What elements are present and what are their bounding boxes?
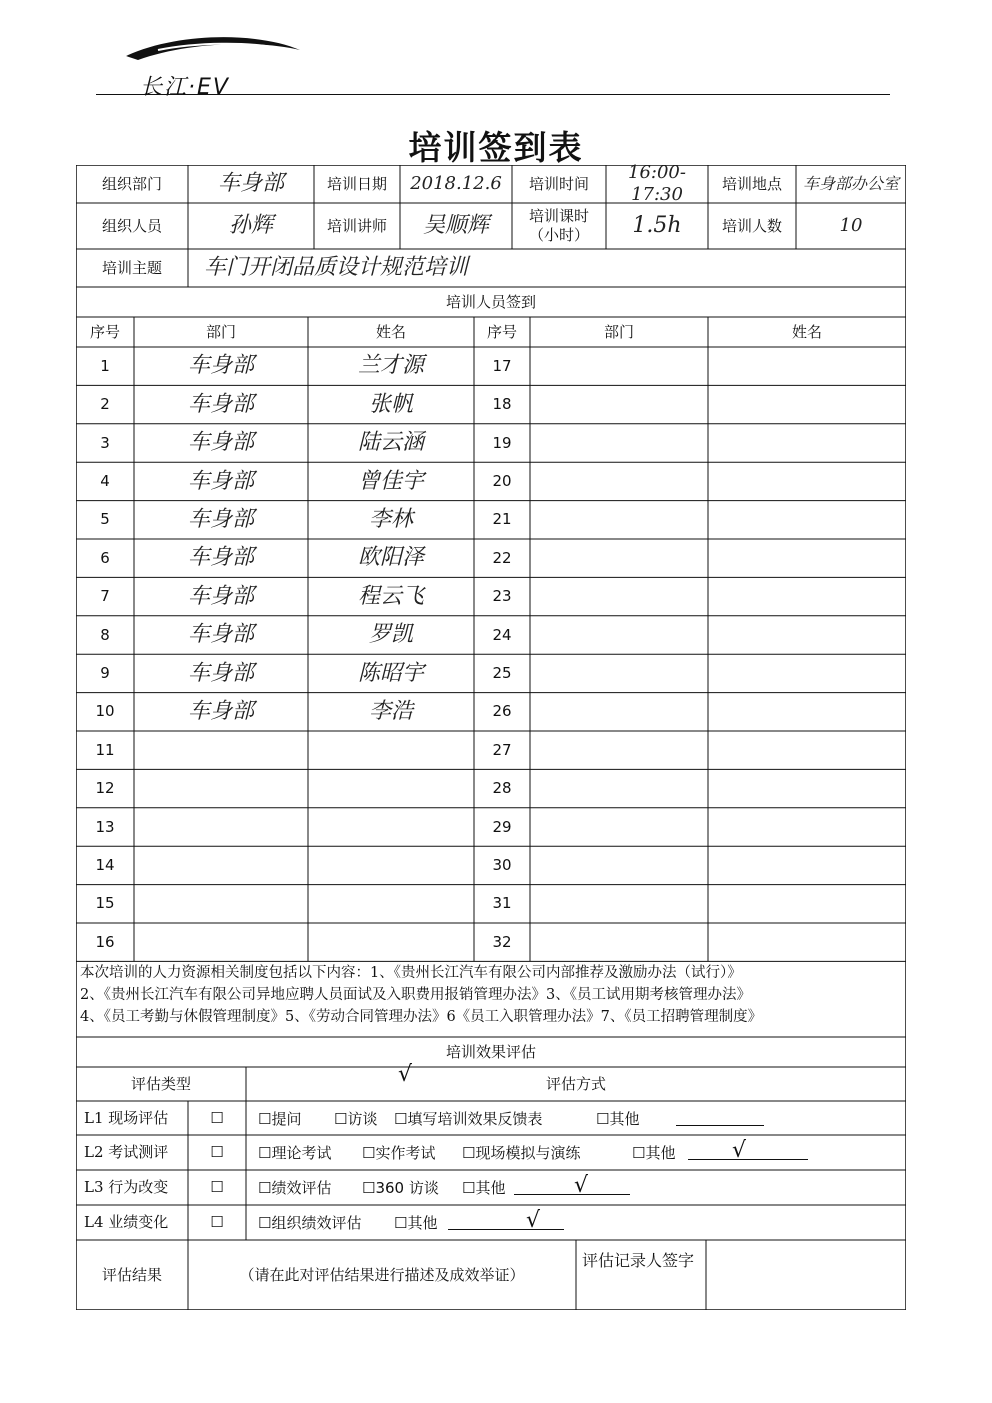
row-dept: 车身部 [187, 699, 254, 725]
evaluation-option-label: ☐其他 [632, 1144, 676, 1162]
row-name-right[interactable] [708, 693, 906, 731]
topic-label: 培训主题 [101, 258, 162, 277]
lecturer-value: 吴顺辉 [422, 213, 489, 239]
row-dept [134, 808, 308, 846]
evaluation-option-label: ☐其他 [596, 1110, 640, 1128]
row-seq-right: 31 [492, 894, 512, 913]
evaluation-option[interactable] [462, 1135, 580, 1170]
row-dept-right[interactable] [530, 693, 708, 731]
organizer-label: 组织人员 [101, 216, 162, 235]
evaluation-type: L3 行为改变 [84, 1178, 169, 1197]
evaluation-option[interactable] [394, 1205, 437, 1240]
row-name-right[interactable] [708, 769, 906, 807]
signin-section-title: 培训人员签到 [445, 292, 536, 311]
hours-label [512, 203, 606, 249]
row-seq-right: 30 [492, 856, 512, 874]
row-seq-right: 24 [492, 625, 512, 644]
other-blank-line[interactable] [676, 1125, 764, 1126]
row-name-right[interactable] [708, 501, 906, 539]
evaluation-option[interactable] [362, 1170, 439, 1205]
row-name: 程云飞 [357, 583, 424, 609]
check-mark-icon: √ [398, 1062, 413, 1087]
row-name-right[interactable] [708, 923, 906, 961]
row-name-right[interactable] [708, 385, 906, 423]
row-dept: 车身部 [187, 545, 254, 571]
row-name: 李林 [368, 507, 413, 533]
date-value: 2018.12.6 [410, 172, 502, 194]
evaluation-type-checkbox[interactable]: ☐ [210, 1143, 224, 1162]
row-seq-right: 25 [492, 664, 512, 682]
row-dept [134, 731, 308, 769]
row-name-right[interactable] [708, 808, 906, 846]
row-seq: 9 [100, 664, 110, 682]
evaluation-option-label: ☐理论考试 [258, 1144, 332, 1162]
row-dept: 车身部 [187, 353, 254, 379]
header-seq-right: 序号 [486, 322, 517, 341]
evaluation-option[interactable] [462, 1170, 505, 1205]
topic-value: 车门开闭品质设计规范培训 [204, 255, 469, 281]
row-name-right[interactable] [708, 577, 906, 615]
row-name-right[interactable] [708, 731, 906, 769]
row-dept: 车身部 [187, 507, 254, 533]
row-name: 兰才源 [357, 353, 424, 379]
row-seq: 6 [100, 548, 110, 567]
evaluation-option-label: ☐访谈 [334, 1110, 378, 1128]
row-dept-right[interactable] [530, 654, 708, 692]
lecturer-label: 培训讲师 [326, 216, 387, 235]
evaluation-option[interactable] [334, 1101, 377, 1136]
row-seq-right: 22 [492, 548, 512, 567]
row-name [308, 731, 474, 769]
hours-label-line2: （小时） [528, 226, 589, 244]
row-seq: 15 [95, 894, 115, 913]
evaluation-option-label: ☐现场模拟与演练 [462, 1144, 581, 1162]
row-dept: 车身部 [187, 468, 254, 494]
evaluation-option[interactable] [258, 1205, 361, 1240]
row-name-right[interactable] [708, 654, 906, 692]
evaluation-option-label: ☐绩效评估 [258, 1179, 332, 1197]
row-name [308, 846, 474, 884]
evaluation-type: L2 考试测评 [84, 1143, 169, 1162]
other-blank-line[interactable] [448, 1229, 564, 1230]
result-label: 评估结果 [101, 1265, 162, 1284]
header-name-right: 姓名 [791, 322, 822, 341]
evaluation-option[interactable] [258, 1135, 331, 1170]
row-name: 陆云涵 [357, 430, 424, 456]
row-name: 李浩 [368, 699, 413, 725]
evaluation-option-label: ☐提问 [258, 1110, 302, 1128]
evaluation-type-checkbox[interactable]: ☐ [210, 1178, 224, 1197]
row-seq: 11 [95, 740, 115, 759]
row-seq-right: 20 [492, 472, 512, 490]
row-name: 罗凯 [368, 622, 413, 648]
org-dept-value: 车身部 [217, 171, 284, 197]
row-name-right[interactable] [708, 539, 906, 577]
row-dept-right[interactable] [530, 616, 708, 654]
row-seq-right: 27 [492, 740, 512, 759]
row-dept [134, 923, 308, 961]
recorder-label: 评估记录人签字 [582, 1251, 695, 1270]
evaluation-option[interactable] [394, 1101, 542, 1136]
evaluation-option-label: ☐填写培训效果反馈表 [394, 1110, 543, 1128]
other-blank-line[interactable] [514, 1194, 630, 1195]
row-dept-right[interactable] [530, 769, 708, 807]
row-dept-right[interactable] [530, 577, 708, 615]
row-seq: 12 [95, 779, 115, 798]
row-dept-right[interactable] [530, 347, 708, 385]
row-seq-right: 23 [492, 587, 512, 606]
hours-label-line1: 培训课时 [528, 207, 589, 226]
row-name [308, 923, 474, 961]
evaluation-type-checkbox[interactable]: ☐ [210, 1213, 224, 1232]
row-seq: 4 [100, 472, 110, 490]
policy-note-line: 2、《贵州长江汽车有限公司异地应聘人员面试及入职费用报销管理办法》3、《员工试用期考核管理办法》 [80, 987, 751, 1003]
row-dept [134, 769, 308, 807]
header-divider [96, 94, 890, 95]
row-seq: 8 [100, 625, 110, 644]
page-title: 培训签到表 [408, 128, 584, 167]
row-seq-right: 17 [492, 356, 512, 375]
row-seq-right: 26 [492, 702, 512, 721]
row-seq: 3 [100, 433, 110, 452]
row-dept-right[interactable] [530, 923, 708, 961]
evaluation-option[interactable] [258, 1101, 301, 1136]
row-seq-right: 18 [492, 395, 512, 414]
evaluation-option-label: ☐其他 [462, 1179, 506, 1197]
row-name: 曾佳宇 [357, 468, 424, 494]
row-name-right[interactable] [708, 424, 906, 462]
other-blank-line[interactable] [688, 1159, 808, 1160]
row-seq-right: 19 [492, 433, 512, 452]
evaluation-type-header: 评估类型 [130, 1074, 191, 1093]
row-name: 张帆 [368, 391, 413, 417]
header-dept-right: 部门 [603, 322, 634, 341]
evaluation-type: L1 现场评估 [84, 1109, 169, 1128]
row-seq: 2 [100, 395, 110, 414]
evaluation-option[interactable] [362, 1135, 435, 1170]
row-dept [134, 846, 308, 884]
row-seq: 7 [100, 587, 110, 606]
evaluation-section-title: 培训效果评估 [445, 1042, 536, 1061]
count-label: 培训人数 [721, 216, 782, 235]
recorder-signature[interactable] [706, 1240, 906, 1310]
row-name [308, 769, 474, 807]
check-mark-icon: √ [732, 1138, 747, 1163]
count-value: 10 [839, 214, 863, 236]
row-name: 欧阳泽 [357, 545, 424, 571]
evaluation-option[interactable] [632, 1135, 675, 1170]
header-dept-left: 部门 [205, 322, 236, 341]
row-seq-right: 32 [492, 932, 512, 951]
row-seq: 1 [100, 356, 110, 375]
check-mark-icon: √ [574, 1173, 589, 1198]
evaluation-option-label: ☐组织绩效评估 [258, 1214, 362, 1232]
row-dept-right[interactable] [530, 424, 708, 462]
policy-note-line: 4、《员工考勤与休假管理制度》5、《劳动合同管理办法》6《员工入职管理办法》7、《员工招聘管理制度》 [80, 1009, 763, 1025]
date-label: 培训日期 [326, 174, 387, 193]
row-dept-right[interactable] [530, 385, 708, 423]
row-dept: 车身部 [187, 622, 254, 648]
place-value: 车身部办公室 [802, 174, 899, 193]
policy-note-line: 本次培训的人力资源相关制度包括以下内容：1、《贵州长江汽车有限公司内部推荐及激励办法（试行）》 [80, 965, 742, 981]
row-name-right[interactable] [708, 885, 906, 923]
row-seq: 5 [100, 510, 110, 529]
row-dept: 车身部 [187, 430, 254, 456]
policy-notes [80, 962, 904, 1028]
evaluation-method-header: 评估方式 [545, 1074, 606, 1093]
row-seq: 10 [95, 702, 115, 721]
row-seq: 13 [95, 817, 115, 836]
header-seq-left: 序号 [89, 322, 120, 341]
org-dept-label: 组织部门 [101, 174, 162, 193]
row-seq-right: 28 [492, 779, 512, 798]
time-label: 培训时间 [528, 174, 589, 193]
hours-value: 1.5h [632, 213, 682, 239]
row-dept: 车身部 [187, 660, 254, 686]
evaluation-type-checkbox[interactable]: ☐ [210, 1109, 224, 1128]
row-name [308, 808, 474, 846]
row-dept: 车身部 [187, 391, 254, 417]
row-seq: 16 [95, 932, 115, 951]
row-dept-right[interactable] [530, 808, 708, 846]
evaluation-option-label: ☐实作考试 [362, 1144, 436, 1162]
evaluation-option-label: ☐360 访谈 [362, 1179, 439, 1197]
row-name-right[interactable] [708, 616, 906, 654]
row-dept-right[interactable] [530, 846, 708, 884]
header-name-left: 姓名 [375, 322, 406, 341]
row-seq: 14 [95, 856, 115, 874]
row-dept-right[interactable] [530, 462, 708, 500]
signin-sheet [76, 161, 906, 1310]
organizer-value: 孙辉 [228, 213, 273, 239]
row-name [308, 885, 474, 923]
row-dept: 车身部 [187, 583, 254, 609]
row-dept-right[interactable] [530, 539, 708, 577]
place-label: 培训地点 [721, 174, 782, 193]
row-dept-right[interactable] [530, 885, 708, 923]
row-name-right[interactable] [708, 846, 906, 884]
evaluation-option-label: ☐其他 [394, 1214, 438, 1232]
row-seq-right: 21 [492, 510, 512, 529]
check-mark-icon: √ [526, 1208, 541, 1233]
logo-text: 长江·EV [140, 75, 230, 100]
row-dept-right[interactable] [530, 731, 708, 769]
row-name-right[interactable] [708, 462, 906, 500]
result-hint: （请在此对评估结果进行描述及成效举证） [239, 1265, 525, 1284]
row-name-right[interactable] [708, 347, 906, 385]
evaluation-option[interactable] [258, 1170, 331, 1205]
evaluation-option[interactable] [596, 1101, 639, 1136]
row-dept-right[interactable] [530, 501, 708, 539]
evaluation-type: L4 业绩变化 [84, 1213, 169, 1232]
time-value: 16:00-17:30 [628, 161, 686, 205]
row-dept [134, 885, 308, 923]
row-name: 陈昭宇 [357, 660, 424, 686]
row-seq-right: 29 [492, 817, 512, 836]
